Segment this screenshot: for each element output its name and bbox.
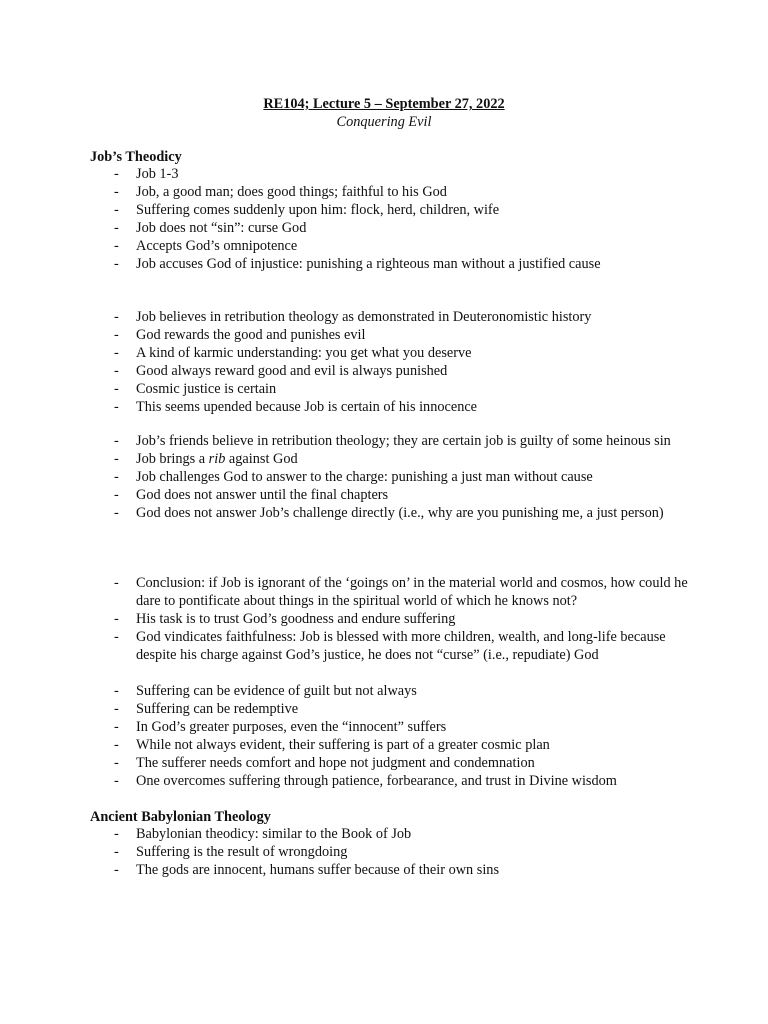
list-item: - The sufferer needs comfort and hope not judgment and condemnation	[114, 754, 535, 771]
list-item: - Job does not “sin”: curse God	[114, 219, 307, 236]
bullet-group-retribution	[90, 309, 690, 416]
bullet-list-group-3	[90, 433, 690, 523]
list-item: - Suffering comes suddenly upon him: flock, herd, children, wife	[114, 201, 500, 218]
list-item: - Job accuses God of injustice: punishing a righteous man without a justified cause	[114, 255, 601, 272]
list-item: - God vindicates faithfulness: Job is blessed with more children, wealth, and long-life because despite his charge against God’s justice, he does not “curse” (i.e., repudiate) God	[114, 628, 666, 663]
list-item: - His task is to trust God’s goodness and endure suffering	[114, 610, 456, 627]
list-item: - While not always evident, their suffering is part of a greater cosmic plan	[114, 736, 550, 753]
bullet-group-conclusion	[90, 575, 690, 665]
list-item: - God does not answer Job’s challenge directly (i.e., why are you punishing me, a just person)	[114, 504, 664, 521]
list-item: - Cosmic justice is certain	[114, 380, 277, 397]
list-item: - Job, a good man; does good things; faithful to his God	[114, 183, 447, 200]
list-item: - Good always reward good and evil is always punished	[114, 362, 448, 379]
bullet-list-babylonian	[90, 826, 690, 880]
list-item: - Babylonian theodicy: similar to the Book of Job	[114, 826, 412, 842]
document-header	[0, 95, 768, 131]
list-item: - A kind of karmic understanding: you get what you deserve	[114, 344, 472, 361]
section-heading: Job’s Theodicy	[90, 149, 182, 165]
bullet-group-suffering	[90, 683, 690, 790]
list-item: - Job 1-3	[114, 166, 179, 182]
list-item: - Accepts God’s omnipotence	[114, 237, 298, 254]
bullet-group-friends	[90, 433, 690, 523]
list-item: - Suffering can be redemptive	[114, 700, 299, 717]
bullet-list-group-1	[90, 166, 690, 273]
list-item: - One overcomes suffering through patience, forbearance, and trust in Divine wisdom	[114, 772, 617, 789]
list-item: - This seems upended because Job is certain of his innocence	[114, 398, 478, 415]
lecture-title: RE104; Lecture 5 – September 27, 2022	[263, 96, 505, 112]
section-jobs-theodicy	[90, 148, 690, 273]
list-item: - God does not answer until the final chapters	[114, 486, 389, 503]
bullet-list-group-2	[90, 309, 690, 416]
list-item: - Job believes in retribution theology as demonstrated in Deuteronomistic history	[114, 309, 592, 325]
list-item: - God rewards the good and punishes evil	[114, 326, 366, 343]
list-item: - Conclusion: if Job is ignorant of the ‘goings on’ in the material world and cosmos, how could he dare to pontificate about things in the spiritual world of which he knows not?	[114, 575, 688, 609]
list-item: - Suffering is the result of wrongdoing	[114, 843, 348, 860]
list-item: - Job brings a rib against God	[114, 450, 298, 467]
section-babylonian-theology	[90, 808, 690, 880]
lecture-subtitle: Conquering Evil	[336, 114, 432, 130]
list-item: - The gods are innocent, humans suffer because of their own sins	[114, 861, 500, 878]
list-item: - Suffering can be evidence of guilt but not always	[114, 683, 417, 699]
emphasis-rib: rib	[208, 450, 226, 467]
list-item: - Job challenges God to answer to the charge: punishing a just man without cause	[114, 468, 593, 485]
list-item: - In God’s greater purposes, even the “innocent” suffers	[114, 718, 447, 735]
section-heading: Ancient Babylonian Theology	[90, 809, 271, 825]
list-item: - Job’s friends believe in retribution theology; they are certain job is guilty of some heinous sin	[114, 433, 671, 449]
bullet-list-group-4	[90, 575, 690, 665]
bullet-list-group-5	[90, 683, 690, 790]
